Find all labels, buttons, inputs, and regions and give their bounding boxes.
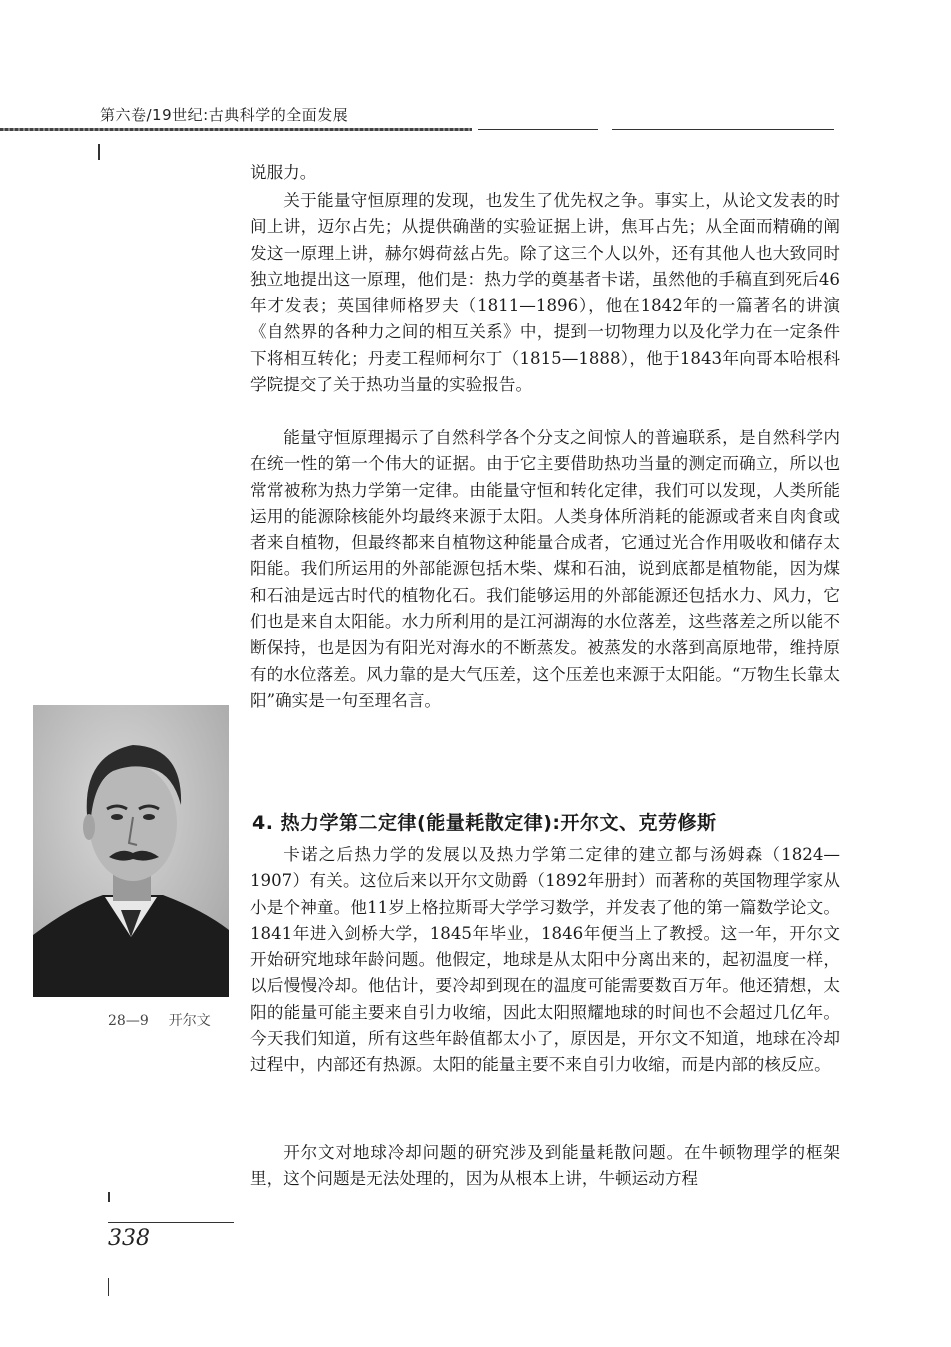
section-heading: 4. 热力学第二定律(能量耗散定律):开尔文、克劳修斯 [252,812,717,834]
header-rule-segment [612,129,834,130]
margin-mark [108,1278,109,1296]
portrait-illustration [33,705,229,997]
figure-number: 28—9 [108,1013,149,1029]
running-header: 第六卷/19世纪:古典科学的全面发展 [100,106,349,124]
margin-mark [108,1192,110,1202]
kelvin-portrait-image [33,705,229,997]
paragraph: 能量守恒原理揭示了自然科学各个分支之间惊人的普遍联系，是自然科学内在统一性的第一个伟大的证据。由于它主要借助热功当量的测定而确立，所以也常常被称为热力学第一定律。由能量守恒和转化定律，我们可以发现，人类所能运用的能源除核能外均最终来源于太阳。人类身体所消耗的能源或者来自肉食或者来自植物，但最终都来自植物这种能量合成者，它通过光合作用吸收和储存太阳能。我们所运用的外部能源包括木柴、煤和石油，说到底都是植物能，因为煤和石油是远古时代的植物化石。我们能够运用的外部能源还包括水力、风力，它们也是来自太阳能。水力所利用的是江河湖海的水位落差，这些落差之所以能不断保持，也是因为有阳光对海水的不断蒸发。被蒸发的水落到高原地带，维持原有的水位落差。风力靠的是大气压差，这个压差也来源于太阳能。“万物生长靠太阳”确实是一句至理名言。 [250,428,840,710]
paragraph: 卡诺之后热力学的发展以及热力学第二定律的建立都与汤姆森（1824—1907）有关。这位后来以开尔文勋爵（1892年册封）而著称的英国物理学家从小是个神童。他11岁上格拉斯哥大学学习数学，并发表了他的第一篇数学论文。1841年进入剑桥大学，1845年毕业，1846年便当上了教授。这一年，开尔文开始研究地球年龄问题。他假定，地球是从太阳中分离出来的，起初温度一样，以后慢慢冷却。他估计，要冷却到现在的温度可能需要数百万年。他还猜想，太阳的能量可能主要来自引力收缩，因此太阳照耀地球的时间也不会超过几亿年。今天我们知道，所有这些年龄值都太小了，原因是，开尔文不知道，地球在冷却过程中，内部还有热源。太阳的能量主要不来自引力收缩，而是内部的核反应。 [250,845,840,1075]
paragraph: 关于能量守恒原理的发现，也发生了优先权之争。事实上，从论文发表的时间上讲，迈尔占先；从提供确凿的实验证据上讲，焦耳占先；从全面而精确的阐发这一原理上讲，赫尔姆荷兹占先。除了这三个人以外，还有其他人也大致同时独立地提出这一原理，他们是：热力学的奠基者卡诺，虽然他的手稿直到死后46年才发表；英国律师格罗夫（1811—1896），他在1842年的一篇著名的讲演《自然界的各种力之间的相互关系》中，提到一切物理力以及化学力在一定条件下将相互转化；丹麦工程师柯尔丁（1815—1888），他于1843年向哥本哈根科学院提交了关于热功当量的实验报告。 [250,191,840,395]
page-number: 338 [108,1226,150,1251]
margin-mark [98,144,100,160]
header-rule-segment [478,129,598,130]
header-rule-ornamental [0,128,472,131]
figure-label: 开尔文 [168,1013,211,1029]
figure-caption [108,1010,211,1030]
footer-rule [108,1222,234,1223]
paragraph: 说服力。 [250,163,317,182]
paragraph: 开尔文对地球冷却问题的研究涉及到能量耗散问题。在牛顿物理学的框架里，这个问题是无法处理的，因为从根本上讲，牛顿运动方程 [250,1143,840,1189]
